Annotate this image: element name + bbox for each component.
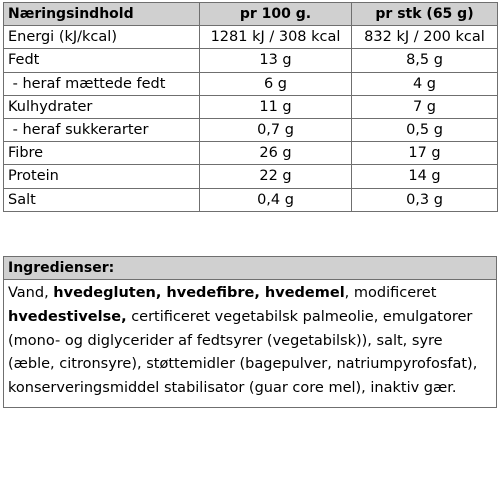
value-per-100g: 22 g [200, 165, 352, 188]
ingredient-text: , modificeret [344, 285, 437, 301]
value-per-piece: 4 g [352, 72, 498, 95]
ingredient-allergen: hvedestivelse, [8, 308, 127, 325]
ingredient-text: certificeret vegetabilsk palmeolie, emulgatorer (mono- og diglycerider af fedtsyrer (vegetabilsk)), salt, syre (æble, citronsyre), støttemidler (bagepulver, natriumpyrofosfat), konserveringsmiddel stabilisator (guar core mel), inaktiv gær. [8, 308, 478, 397]
table-row [4, 165, 498, 188]
value-per-piece: 832 kJ / 200 kcal [352, 26, 498, 49]
value-per-100g: 11 g [200, 95, 352, 118]
value-per-100g: 6 g [200, 72, 352, 95]
table-row [4, 95, 498, 118]
table-row [4, 188, 498, 211]
ingredients-title: Ingredienser: [4, 257, 496, 280]
ingredients-box [3, 256, 497, 408]
table-row [4, 49, 498, 72]
value-per-piece: 7 g [352, 95, 498, 118]
nutrient-label: Fibre [4, 142, 200, 165]
table-row [4, 26, 498, 49]
header-per-piece: pr stk (65 g) [352, 3, 498, 26]
value-per-100g: 0,7 g [200, 118, 352, 141]
value-per-100g: 26 g [200, 142, 352, 165]
nutrition-header-row [4, 3, 498, 26]
nutrient-label: Salt [4, 188, 200, 211]
value-per-100g: 0,4 g [200, 188, 352, 211]
header-per-100g: pr 100 g. [200, 3, 352, 26]
value-per-piece: 0,3 g [352, 188, 498, 211]
ingredients-text [4, 280, 496, 407]
value-per-100g: 1281 kJ / 308 kcal [200, 26, 352, 49]
nutrient-label: - heraf sukkerarter [4, 118, 200, 141]
table-row [4, 72, 498, 95]
nutrition-table [3, 2, 498, 212]
ingredient-allergen: hvedegluten, hvedefibre, hvedemel [53, 285, 345, 301]
value-per-100g: 13 g [200, 49, 352, 72]
nutrient-label: Kulhydrater [4, 95, 200, 118]
header-nutrient: Næringsindhold [4, 3, 200, 26]
value-per-piece: 8,5 g [352, 49, 498, 72]
value-per-piece: 17 g [352, 142, 498, 165]
ingredient-text: Vand, [8, 285, 54, 301]
nutrient-label: Protein [4, 165, 200, 188]
nutrient-label: Fedt [4, 49, 200, 72]
nutrient-label: Energi (kJ/kcal) [4, 26, 200, 49]
nutrient-label: - heraf mættede fedt [4, 72, 200, 95]
value-per-piece: 0,5 g [352, 118, 498, 141]
table-row [4, 118, 498, 141]
table-row [4, 142, 498, 165]
value-per-piece: 14 g [352, 165, 498, 188]
